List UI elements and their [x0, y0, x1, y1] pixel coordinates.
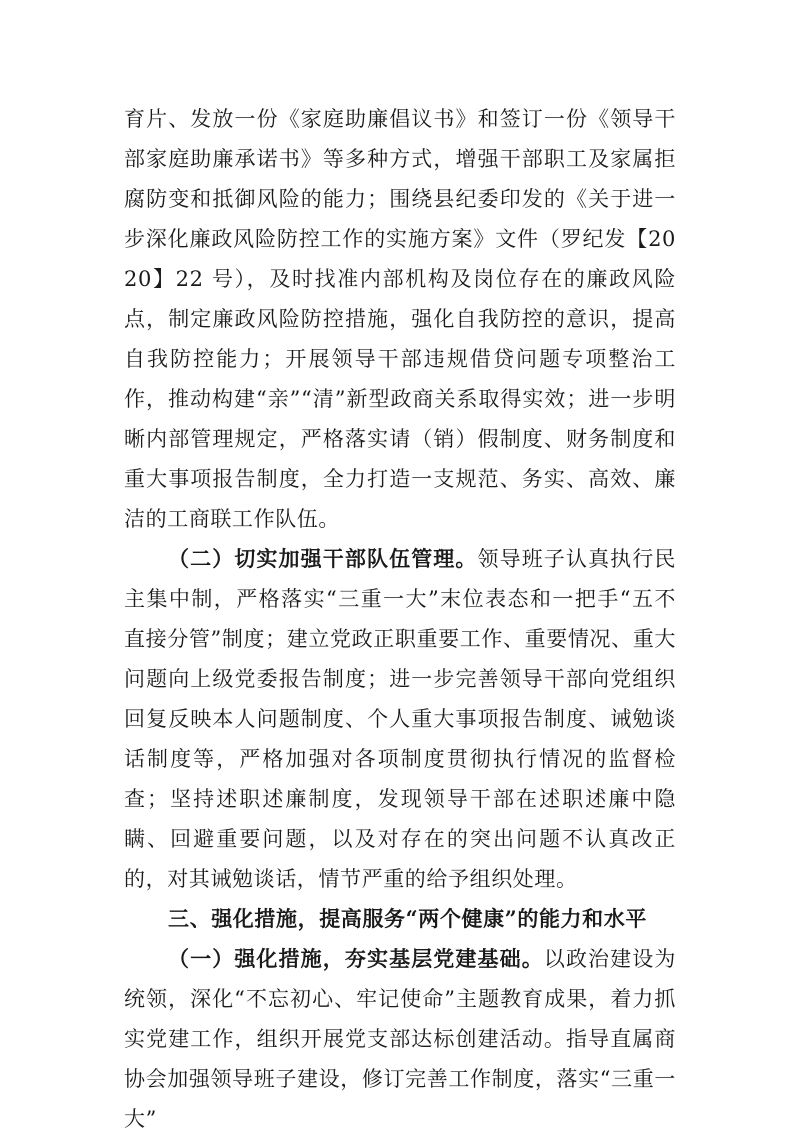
document-body — [124, 99, 676, 1139]
paragraph-2-body: 领导班子认真执行民主集中制，严格落实“三重一大”末位表态和一把手“五不直接分管”制度；建立党政正职重要工作、重要情况、重大问题向上级党委报告制度；进一步完善领导干部向党组织回复反映本人问题制度、个人重大事项报告制度、诫勉谈话制度等，严格加强对各项制度贯彻执行情况的监督检查；坚持述职述廉制度，发现领导干部在述职述廉中隐瞒、回避重要问题，以及对存在的突出问题不认真改正的，对其诫勉谈话，情节严重的给予组织处理。 — [124, 547, 676, 891]
paragraph-3-body: 以政治建设为统领，深化“不忘初心、牢记使命”主题教育成果，着力抓实党建工作，组织开展党支部达标创建活动。指导直属商协会加强领导班子建设，修订完善工作制度，落实“三重一大” — [124, 947, 676, 1131]
paragraph-2-lead: （二）切实加强干部队伍管理。 — [168, 546, 478, 571]
paragraph-3-lead: （一）强化措施，夯实基层党建基础。 — [168, 946, 544, 971]
section-heading-3: 三、强化措施，提高服务“两个健康”的能力和水平 — [168, 906, 647, 931]
paragraph-3 — [124, 939, 676, 1139]
paragraph-1: 育片、发放一份《家庭助廉倡议书》和签订一份《领导干部家庭助廉承诺书》等多种方式，增强干部职工及家属拒腐防变和抵御风险的能力；围绕县纪委印发的《关于进一步深化廉政风险防控工作的实施方案》文件（罗纪发【2020】22 号），及时找准内部机构及岗位存在的廉政风险点，制定廉政风险防控措施，强化自我防控的意识，提高自我防控能力；开展领导干部违规借贷问题专项整治工作，推动构建“亲”“清”新型政商关系取得实效；进一步明晰内部管理规定，严格落实请（销）假制度、财务制度和重大事项报告制度，全力打造一支规范、务实、高效、廉洁的工商联工作队伍。 — [124, 107, 676, 531]
paragraph-2 — [124, 539, 676, 899]
